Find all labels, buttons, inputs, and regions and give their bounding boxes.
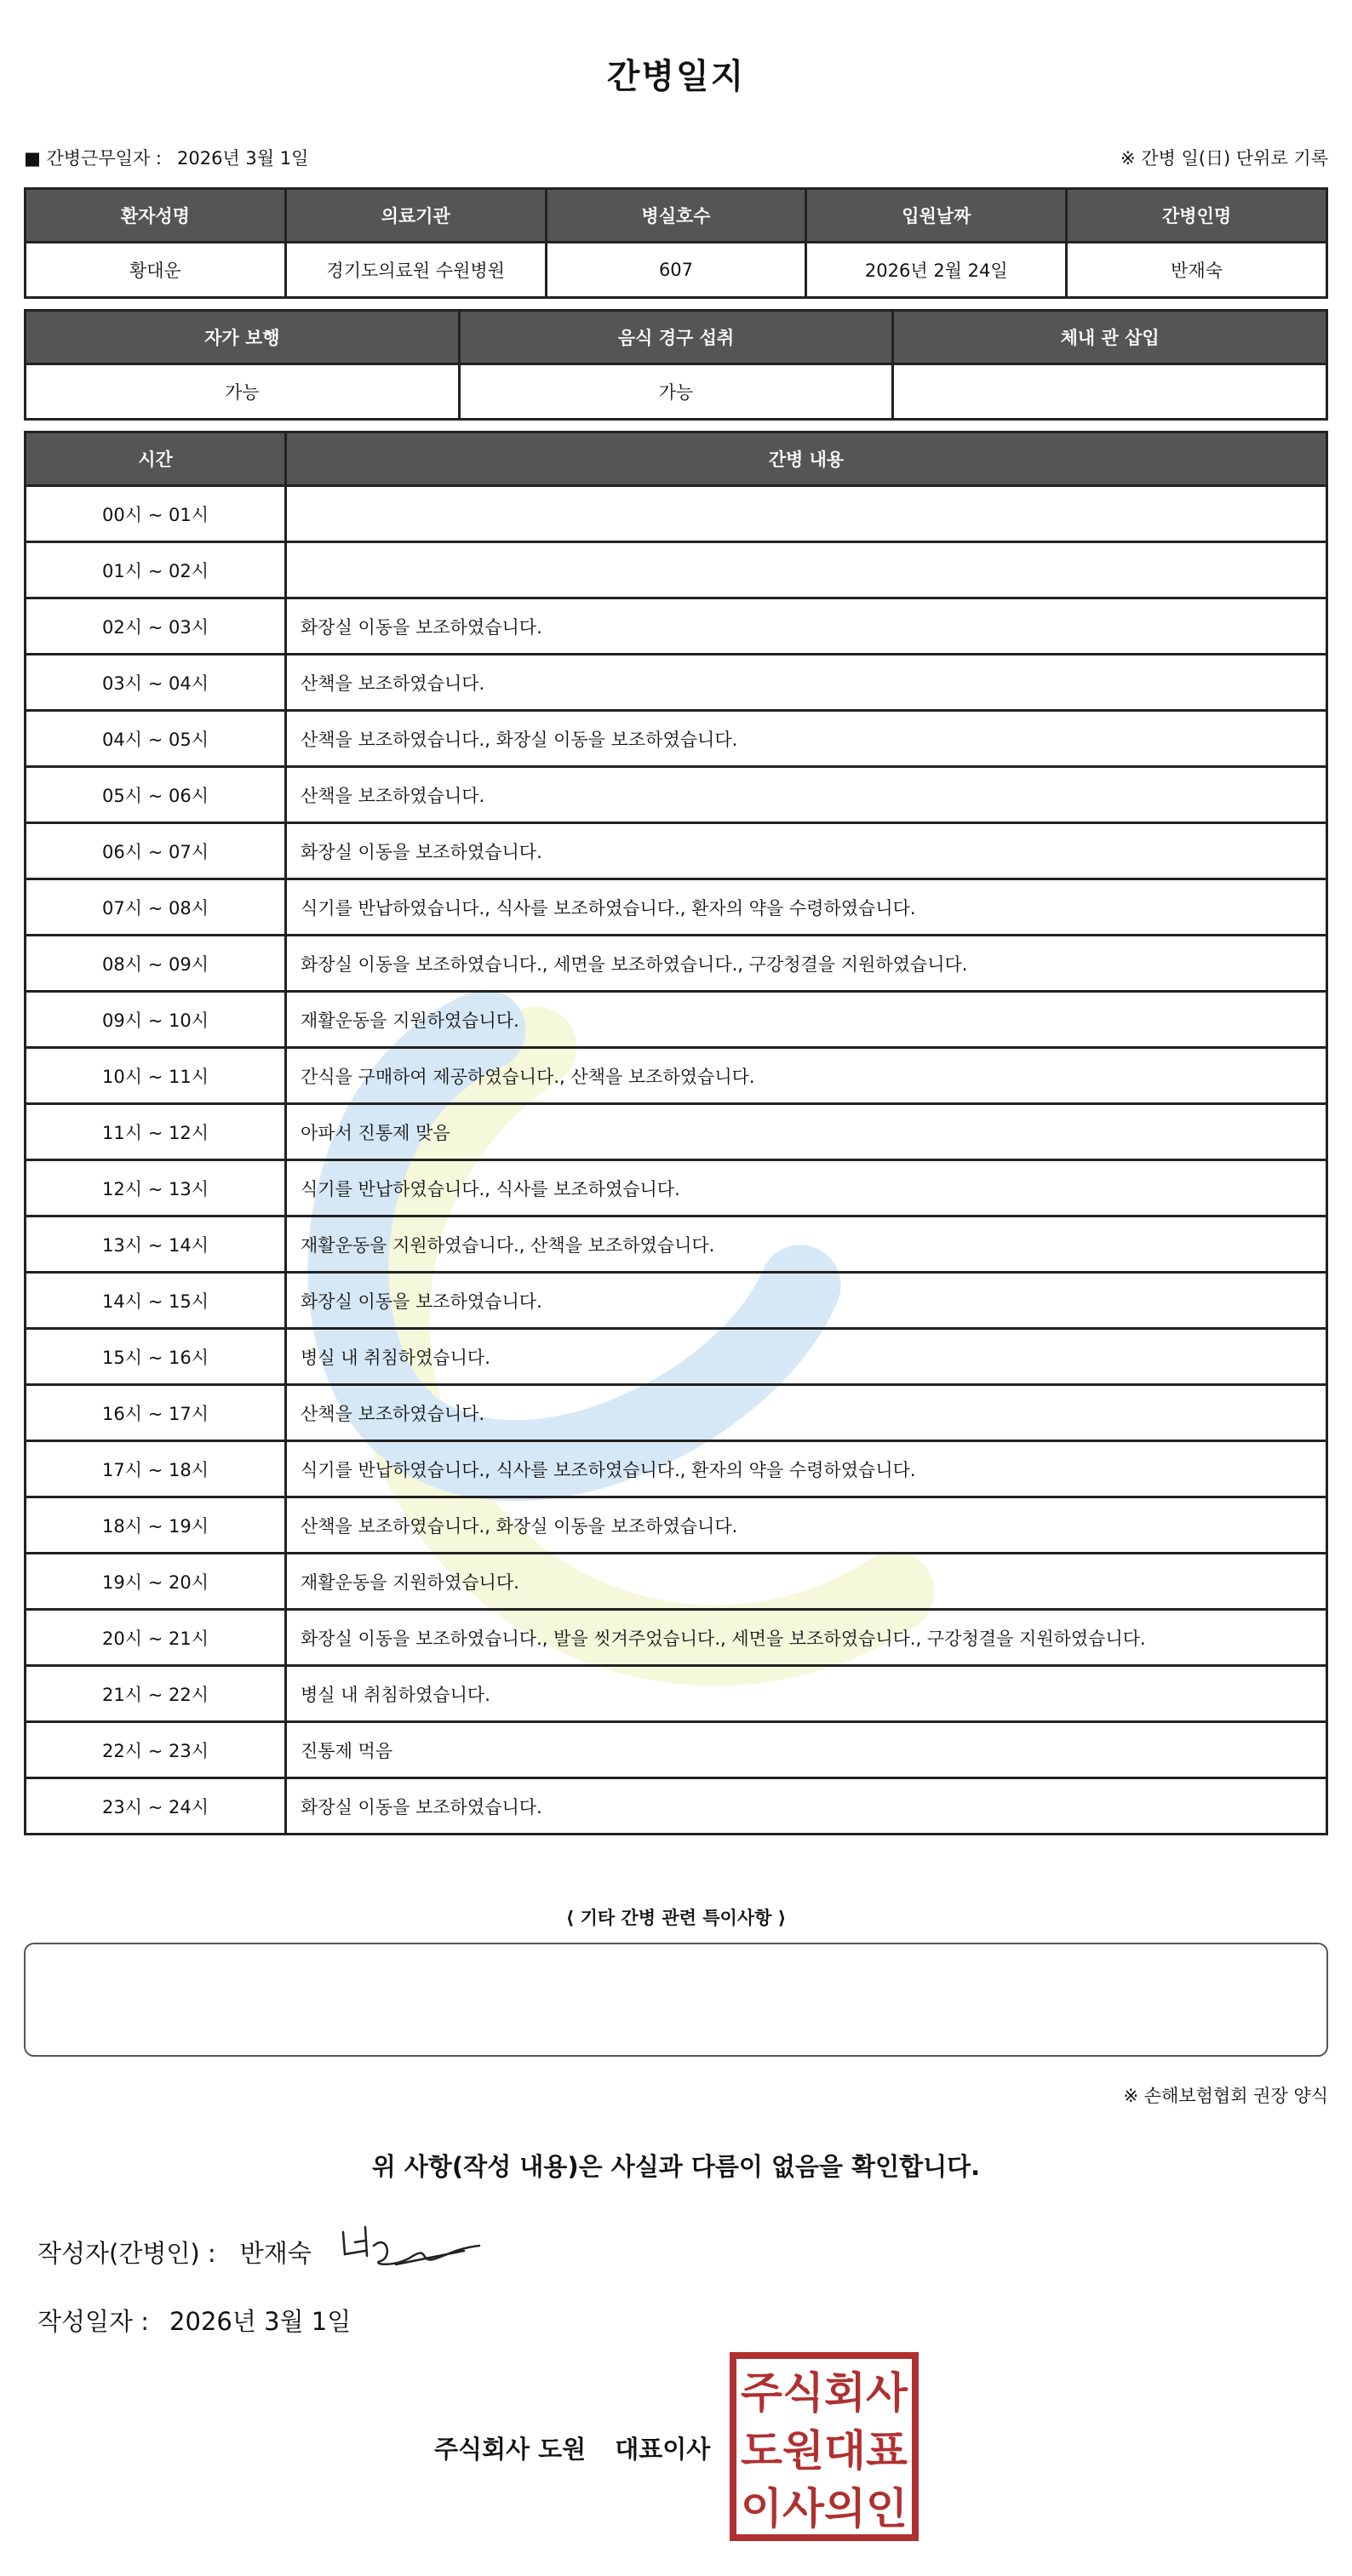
confirm-statement: 위 사항(작성 내용)은 사실과 다름이 없음을 확인합니다. — [371, 2152, 981, 2181]
admission-date: 2026년 2월 24일 — [806, 243, 1067, 298]
care-log-table — [24, 431, 1328, 1835]
written-date — [37, 2303, 351, 2338]
time-slot: 17시 ~ 18시 — [26, 1441, 286, 1497]
time-slot: 19시 ~ 20시 — [26, 1554, 286, 1610]
time-slot: 15시 ~ 16시 — [26, 1329, 286, 1385]
table-row — [26, 1048, 1327, 1104]
table-row — [26, 823, 1327, 879]
writer-label: 작성자(간병인) : — [37, 2239, 216, 2268]
table-row — [26, 598, 1327, 655]
table-row — [26, 1385, 1327, 1441]
patient-name: 황대운 — [26, 243, 286, 298]
table-row — [26, 1160, 1327, 1216]
form-note: ※ 손해보험협회 권장 양식 — [1123, 2086, 1328, 2106]
care-content: 식기를 반납하였습니다., 식사를 보조하였습니다., 환자의 약을 수령하였습니다. — [286, 1441, 1327, 1497]
care-content: 산책을 보조하였습니다. — [286, 655, 1327, 711]
table-row — [26, 655, 1327, 711]
work-date-value: 2026년 3월 1일 — [176, 148, 309, 169]
table-row — [26, 1104, 1327, 1160]
care-content: 화장실 이동을 보조하였습니다., 세면을 보조하였습니다., 구강청결을 지원하였습니다. — [286, 936, 1327, 992]
care-content: 화장실 이동을 보조하였습니다. — [286, 823, 1327, 879]
table-row — [26, 992, 1327, 1048]
time-slot: 00시 ~ 01시 — [26, 486, 286, 542]
header-hospital: 의료기관 — [285, 189, 546, 243]
written-date-label: 작성일자 : — [37, 2307, 150, 2336]
table-row — [26, 1554, 1327, 1610]
table-row — [26, 1497, 1327, 1554]
time-slot: 18시 ~ 19시 — [26, 1497, 286, 1554]
table-row — [26, 1778, 1327, 1835]
caregiver-name: 반재숙 — [1067, 243, 1327, 298]
company-role: 대표이사 — [615, 2435, 711, 2464]
care-content — [286, 542, 1327, 598]
written-date-value: 2026년 3월 1일 — [169, 2307, 352, 2336]
care-content: 병실 내 취침하였습니다. — [286, 1666, 1327, 1722]
time-slot: 10시 ~ 11시 — [26, 1048, 286, 1104]
table-row — [26, 1329, 1327, 1385]
care-log-body — [26, 486, 1327, 1835]
unit-note: ※ 간병 일(日) 단위로 기록 — [1120, 148, 1328, 169]
patient-table — [24, 187, 1328, 299]
writer — [37, 2235, 312, 2270]
table-row — [26, 1441, 1327, 1497]
care-content: 식기를 반납하였습니다., 식사를 보조하였습니다. — [286, 1160, 1327, 1216]
time-slot: 05시 ~ 06시 — [26, 767, 286, 823]
care-content: 화장실 이동을 보조하였습니다. — [286, 598, 1327, 655]
time-slot: 11시 ~ 12시 — [26, 1104, 286, 1160]
time-slot: 20시 ~ 21시 — [26, 1610, 286, 1666]
company — [434, 2430, 710, 2465]
table-row — [26, 486, 1327, 542]
time-slot: 13시 ~ 14시 — [26, 1216, 286, 1273]
time-slot: 01시 ~ 02시 — [26, 542, 286, 598]
table-row — [26, 1666, 1327, 1722]
care-content: 산책을 보조하였습니다. — [286, 1385, 1327, 1441]
notes-heading: ⟨ 기타 간병 관련 특이사항 ⟩ — [565, 1908, 787, 1928]
time-slot: 23시 ~ 24시 — [26, 1778, 286, 1835]
writer-name: 반재숙 — [239, 2239, 312, 2268]
care-content: 화장실 이동을 보조하였습니다. — [286, 1778, 1327, 1835]
notes-box — [24, 1943, 1328, 2057]
table-row — [26, 1273, 1327, 1329]
header-time: 시간 — [26, 432, 286, 486]
care-content: 재활운동을 지원하였습니다. — [286, 992, 1327, 1048]
seal-line-3: 이사의인 — [741, 2484, 908, 2533]
time-slot: 14시 ~ 15시 — [26, 1273, 286, 1329]
page-title: 간병일지 — [606, 57, 746, 96]
care-content: 병실 내 취침하였습니다. — [286, 1329, 1327, 1385]
table-row — [26, 767, 1327, 823]
header-care-content: 간병 내용 — [286, 432, 1327, 486]
time-slot: 07시 ~ 08시 — [26, 879, 286, 936]
time-slot: 06시 ~ 07시 — [26, 823, 286, 879]
oral-intake-status: 가능 — [459, 364, 893, 420]
table-row — [26, 711, 1327, 767]
table-row — [26, 936, 1327, 992]
table-row — [26, 1722, 1327, 1778]
work-date — [24, 145, 308, 170]
time-slot: 02시 ~ 03시 — [26, 598, 286, 655]
header-patient-name: 환자성명 — [26, 189, 286, 243]
header-walking: 자가 보행 — [26, 311, 460, 364]
header-oral-intake: 음식 경구 섭취 — [459, 311, 893, 364]
care-content: 화장실 이동을 보조하였습니다., 발을 씻겨주었습니다., 세면을 보조하였습니다., 구강청결을 지원하였습니다. — [286, 1610, 1327, 1666]
care-content: 식기를 반납하였습니다., 식사를 보조하였습니다., 환자의 약을 수령하였습니다. — [286, 879, 1327, 936]
care-content: 진통제 먹음 — [286, 1722, 1327, 1778]
table-row — [26, 1610, 1327, 1666]
care-content: 산책을 보조하였습니다., 화장실 이동을 보조하였습니다. — [286, 1497, 1327, 1554]
header-caregiver: 간병인명 — [1067, 189, 1327, 243]
care-content: 아파서 진통제 맞음 — [286, 1104, 1327, 1160]
care-content: 재활운동을 지원하였습니다., 산책을 보조하였습니다. — [286, 1216, 1327, 1273]
work-date-label: ■ 간병근무일자 : — [24, 148, 162, 169]
time-slot: 08시 ~ 09시 — [26, 936, 286, 992]
care-content: 산책을 보조하였습니다., 화장실 이동을 보조하였습니다. — [286, 711, 1327, 767]
table-row — [26, 542, 1327, 598]
hospital-name: 경기도의료원 수원병원 — [285, 243, 546, 298]
signature-image — [336, 2217, 490, 2276]
company-seal — [729, 2351, 919, 2542]
header-tube: 체내 관 삽입 — [893, 311, 1327, 364]
seal-line-1: 주식회사 — [741, 2368, 908, 2418]
room-number: 607 — [546, 243, 806, 298]
header-admission-date: 입원날짜 — [806, 189, 1067, 243]
care-content — [286, 486, 1327, 542]
company-name: 주식회사 도원 — [434, 2435, 587, 2464]
care-content: 화장실 이동을 보조하였습니다. — [286, 1273, 1327, 1329]
table-row — [26, 879, 1327, 936]
table-row — [26, 1216, 1327, 1273]
care-content: 산책을 보조하였습니다. — [286, 767, 1327, 823]
time-slot: 21시 ~ 22시 — [26, 1666, 286, 1722]
time-slot: 04시 ~ 05시 — [26, 711, 286, 767]
seal-line-2: 도원대표 — [741, 2426, 908, 2476]
walking-status: 가능 — [26, 364, 460, 420]
care-content: 간식을 구매하여 제공하였습니다., 산책을 보조하였습니다. — [286, 1048, 1327, 1104]
care-content: 재활운동을 지원하였습니다. — [286, 1554, 1327, 1610]
time-slot: 03시 ~ 04시 — [26, 655, 286, 711]
time-slot: 12시 ~ 13시 — [26, 1160, 286, 1216]
header-room: 병실호수 — [546, 189, 806, 243]
status-table — [24, 309, 1328, 421]
time-slot: 16시 ~ 17시 — [26, 1385, 286, 1441]
time-slot: 22시 ~ 23시 — [26, 1722, 286, 1778]
tube-status — [893, 364, 1327, 420]
time-slot: 09시 ~ 10시 — [26, 992, 286, 1048]
